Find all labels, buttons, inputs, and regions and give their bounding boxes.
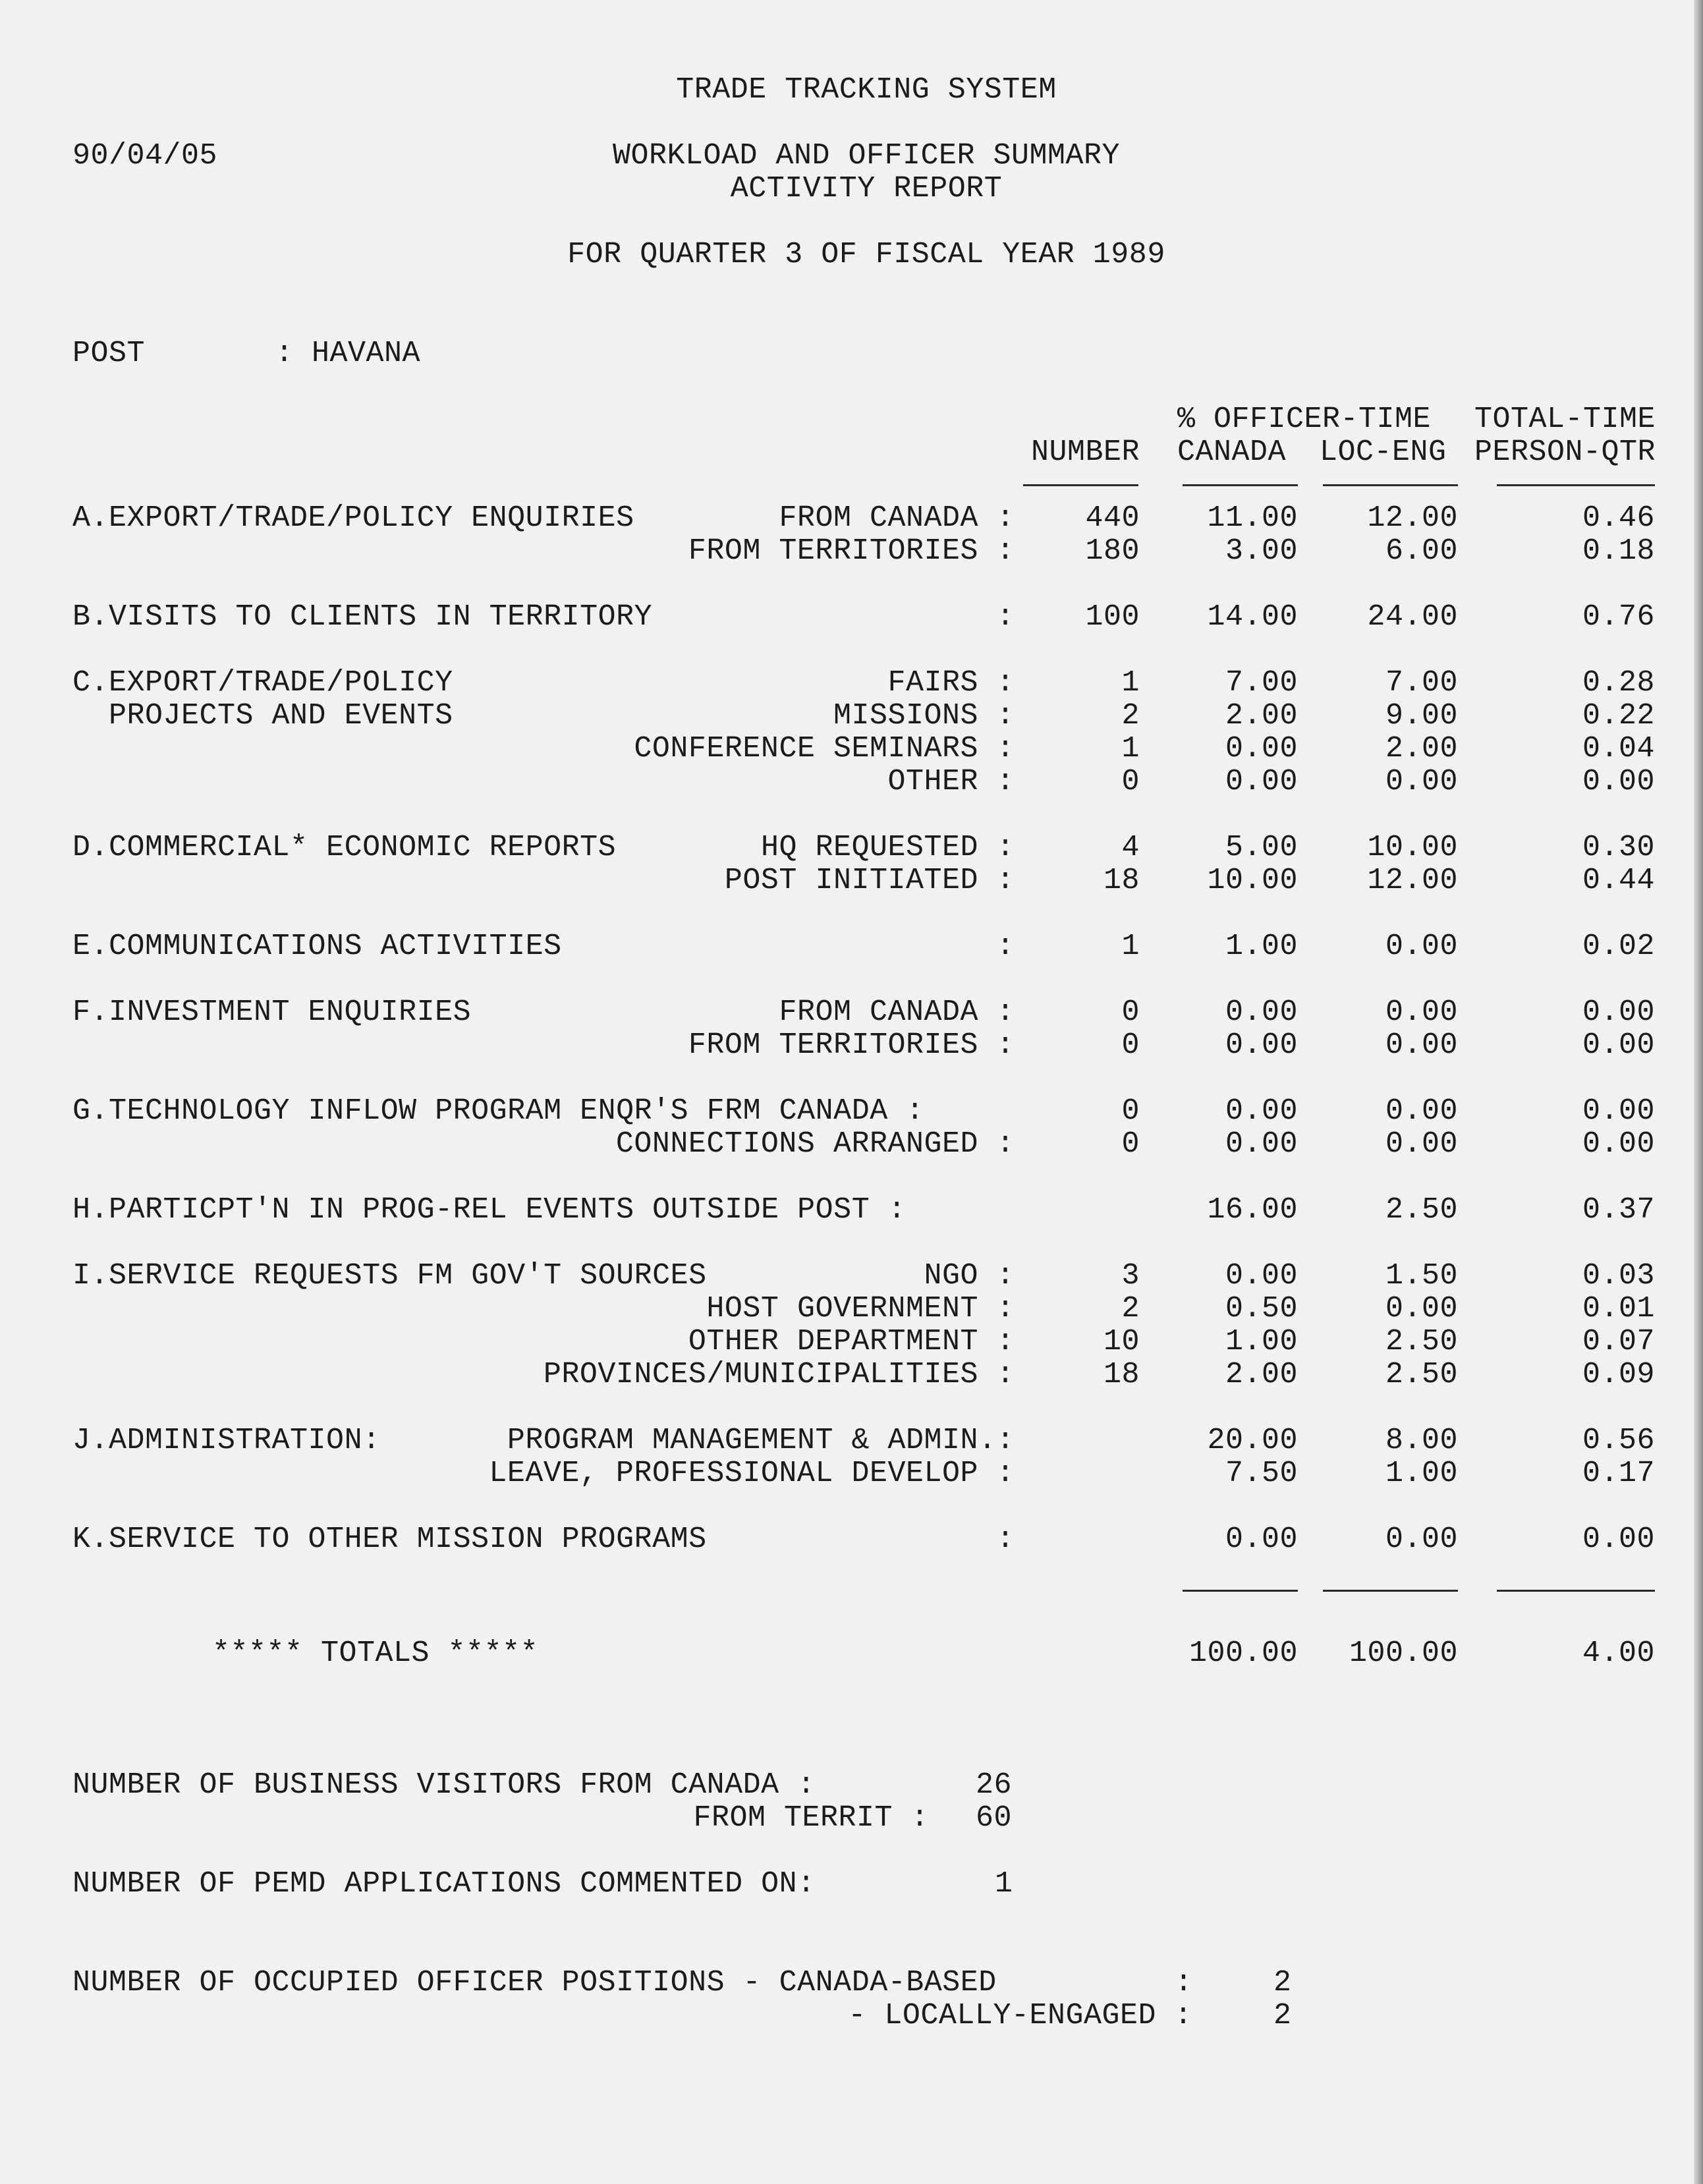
row-loc-eng-pct: 2.50: [1385, 1325, 1458, 1358]
row-canada-pct: 10.00: [1207, 864, 1298, 897]
row-canada-pct: 0.00: [1225, 1259, 1298, 1293]
row-loc-eng-pct: 12.00: [1367, 864, 1458, 897]
row-person-qtr: 0.04: [1582, 732, 1655, 766]
row-canada-pct: 2.00: [1225, 699, 1298, 733]
row-sublabel: MISSIONS :: [833, 699, 1015, 733]
row-loc-eng-pct: 6.00: [1385, 534, 1458, 568]
row-label: F.INVESTMENT ENQUIRIES: [72, 995, 472, 1029]
post-label: POST: [72, 337, 146, 370]
row-sublabel: :: [996, 930, 1015, 963]
row-sublabel: LEAVE, PROFESSIONAL DEVELOP :: [489, 1457, 1015, 1490]
row-loc-eng-pct: 9.00: [1385, 699, 1458, 733]
row-person-qtr: 0.22: [1582, 699, 1655, 733]
row-number: 3: [1121, 1259, 1140, 1293]
row-number: 18: [1103, 864, 1140, 897]
row-person-qtr: 0.37: [1582, 1193, 1655, 1227]
row-loc-eng-pct: 2.50: [1385, 1193, 1458, 1227]
row-person-qtr: 0.00: [1582, 1094, 1655, 1128]
row-canada-pct: 2.00: [1225, 1358, 1298, 1391]
row-number: 1: [1121, 930, 1140, 963]
occupied-positions-local-label: - LOCALLY-ENGAGED :: [848, 1999, 1192, 2032]
row-label: D.COMMERCIAL* ECONOMIC REPORTS: [72, 831, 617, 864]
totals-label: ***** TOTALS *****: [212, 1637, 539, 1670]
row-label: I.SERVICE REQUESTS FM GOV'T SOURCES: [72, 1259, 707, 1293]
row-loc-eng-pct: 7.00: [1385, 666, 1458, 700]
row-label: PROJECTS AND EVENTS: [72, 699, 453, 733]
row-sublabel: FROM CANADA :: [779, 501, 1015, 535]
row-canada-pct: 0.00: [1225, 1127, 1298, 1161]
row-loc-eng-pct: 0.00: [1385, 995, 1458, 1029]
row-sublabel: HQ REQUESTED :: [760, 831, 1015, 864]
row-canada-pct: 1.00: [1225, 1325, 1298, 1358]
loc-eng-column-header: LOC-ENG: [1320, 435, 1447, 469]
row-label: K.SERVICE TO OTHER MISSION PROGRAMS: [72, 1523, 707, 1556]
row-canada-pct: 0.00: [1225, 995, 1298, 1029]
row-canada-pct: 7.50: [1225, 1457, 1298, 1490]
row-sublabel: OTHER DEPARTMENT :: [688, 1325, 1015, 1358]
occupied-positions-canada-value: 2: [1273, 1966, 1292, 2000]
row-person-qtr: 0.00: [1582, 1523, 1655, 1556]
canada-column-header: CANADA: [1177, 435, 1287, 469]
business-visitors-territ-label: FROM TERRIT :: [693, 1801, 929, 1835]
row-number: 18: [1103, 1358, 1140, 1391]
person-qtr-header-rule: [1497, 484, 1655, 486]
row-loc-eng-pct: 0.00: [1385, 1523, 1458, 1556]
row-loc-eng-pct: 8.00: [1385, 1424, 1458, 1457]
person-qtr-total-rule: [1497, 1590, 1655, 1592]
row-number: 1: [1121, 666, 1140, 700]
row-person-qtr: 0.00: [1582, 1028, 1655, 1062]
row-loc-eng-pct: 1.50: [1385, 1259, 1458, 1293]
row-loc-eng-pct: 0.00: [1385, 1292, 1458, 1326]
row-person-qtr: 0.46: [1582, 501, 1655, 535]
row-canada-pct: 0.00: [1225, 1523, 1298, 1556]
report-title: WORKLOAD AND OFFICER SUMMARY: [612, 139, 1121, 173]
row-number: 2: [1121, 1292, 1140, 1326]
row-label: B.VISITS TO CLIENTS IN TERRITORY: [72, 600, 653, 634]
row-number: 10: [1103, 1325, 1140, 1358]
row-number: 0: [1121, 995, 1140, 1029]
row-canada-pct: 0.00: [1225, 765, 1298, 798]
occupied-positions-label: NUMBER OF OCCUPIED OFFICER POSITIONS - CANADA-BASED: [72, 1966, 997, 2000]
row-number: 0: [1121, 1127, 1140, 1161]
row-canada-pct: 0.50: [1225, 1292, 1298, 1326]
person-qtr-column-header: PERSON-QTR: [1474, 435, 1656, 469]
row-person-qtr: 0.76: [1582, 600, 1655, 634]
row-person-qtr: 0.17: [1582, 1457, 1655, 1490]
row-sublabel: FROM TERRITORIES :: [688, 1028, 1015, 1062]
row-canada-pct: 1.00: [1225, 930, 1298, 963]
row-loc-eng-pct: 0.00: [1385, 1127, 1458, 1161]
row-number: 0: [1121, 765, 1140, 798]
row-loc-eng-pct: 0.00: [1385, 930, 1458, 963]
row-canada-pct: 7.00: [1225, 666, 1298, 700]
row-person-qtr: 0.44: [1582, 864, 1655, 897]
row-person-qtr: 0.07: [1582, 1325, 1655, 1358]
row-sublabel: PROGRAM MANAGEMENT & ADMIN.:: [507, 1424, 1015, 1457]
row-label: J.ADMINISTRATION:: [72, 1424, 381, 1457]
row-loc-eng-pct: 1.00: [1385, 1457, 1458, 1490]
row-label: G.TECHNOLOGY INFLOW PROGRAM ENQR'S FRM CANADA :: [72, 1094, 924, 1128]
totals-person-qtr: 4.00: [1582, 1637, 1655, 1670]
row-canada-pct: 0.00: [1225, 1094, 1298, 1128]
row-sublabel: PROVINCES/MUNICIPALITIES :: [543, 1358, 1015, 1391]
row-loc-eng-pct: 2.00: [1385, 732, 1458, 766]
system-title: TRADE TRACKING SYSTEM: [676, 73, 1057, 107]
row-number: 440: [1085, 501, 1140, 535]
row-number: 0: [1121, 1094, 1140, 1128]
row-sublabel: :: [996, 1523, 1015, 1556]
business-visitors-label: NUMBER OF BUSINESS VISITORS FROM CANADA :: [72, 1768, 816, 1802]
row-sublabel: HOST GOVERNMENT :: [706, 1292, 1015, 1326]
pemd-applications-value: 1: [995, 1867, 1013, 1901]
row-canada-pct: 20.00: [1207, 1424, 1298, 1457]
row-sublabel: NGO :: [924, 1259, 1015, 1293]
row-number: 1: [1121, 732, 1140, 766]
row-loc-eng-pct: 0.00: [1385, 765, 1458, 798]
loc-eng-header-rule: [1323, 484, 1458, 486]
row-sublabel: :: [996, 600, 1015, 634]
row-canada-pct: 3.00: [1225, 534, 1298, 568]
row-person-qtr: 0.00: [1582, 1127, 1655, 1161]
row-sublabel: FROM CANADA :: [779, 995, 1015, 1029]
totals-canada: 100.00: [1188, 1637, 1298, 1670]
row-canada-pct: 14.00: [1207, 600, 1298, 634]
row-number: 0: [1121, 1028, 1140, 1062]
row-label: A.EXPORT/TRADE/POLICY ENQUIRIES: [72, 501, 634, 535]
pemd-applications-label: NUMBER OF PEMD APPLICATIONS COMMENTED ON:: [72, 1867, 816, 1901]
report-period: FOR QUARTER 3 OF FISCAL YEAR 1989: [567, 238, 1165, 271]
row-sublabel: CONNECTIONS ARRANGED :: [615, 1127, 1015, 1161]
row-sublabel: OTHER :: [887, 765, 1015, 798]
row-loc-eng-pct: 10.00: [1367, 831, 1458, 864]
row-loc-eng-pct: 24.00: [1367, 600, 1458, 634]
row-sublabel: FAIRS :: [887, 666, 1015, 700]
row-label: H.PARTICPT'N IN PROG-REL EVENTS OUTSIDE POST :: [72, 1193, 907, 1227]
row-person-qtr: 0.02: [1582, 930, 1655, 963]
row-person-qtr: 0.56: [1582, 1424, 1655, 1457]
occupied-positions-local-value: 2: [1273, 1999, 1292, 2032]
report-date: 90/04/05: [72, 139, 218, 173]
loc-eng-total-rule: [1323, 1590, 1458, 1592]
row-person-qtr: 0.01: [1582, 1292, 1655, 1326]
row-number: 100: [1085, 600, 1140, 634]
row-number: 2: [1121, 699, 1140, 733]
row-canada-pct: 11.00: [1207, 501, 1298, 535]
page-edge-shadow: [1694, 0, 1703, 2184]
row-label: C.EXPORT/TRADE/POLICY: [72, 666, 453, 700]
total-time-header: TOTAL-TIME: [1474, 403, 1656, 436]
report-subtitle: ACTIVITY REPORT: [730, 172, 1003, 206]
row-canada-pct: 0.00: [1225, 1028, 1298, 1062]
row-label: E.COMMUNICATIONS ACTIVITIES: [72, 930, 562, 963]
row-person-qtr: 0.28: [1582, 666, 1655, 700]
row-sublabel: POST INITIATED :: [724, 864, 1015, 897]
row-person-qtr: 0.00: [1582, 765, 1655, 798]
row-canada-pct: 5.00: [1225, 831, 1298, 864]
row-person-qtr: 0.00: [1582, 995, 1655, 1029]
row-loc-eng-pct: 0.00: [1385, 1028, 1458, 1062]
pct-officer-time-header: % OFFICER-TIME: [1177, 403, 1432, 436]
business-visitors-canada-value: 26: [976, 1768, 1013, 1802]
row-sublabel: CONFERENCE SEMINARS :: [634, 732, 1015, 766]
post-value: : HAVANA: [275, 337, 421, 370]
row-loc-eng-pct: 12.00: [1367, 501, 1458, 535]
number-header-rule: [1023, 484, 1138, 486]
occupied-positions-canada-colon: :: [1175, 1966, 1193, 2000]
row-loc-eng-pct: 0.00: [1385, 1094, 1458, 1128]
row-number: 180: [1085, 534, 1140, 568]
row-person-qtr: 0.03: [1582, 1259, 1655, 1293]
row-canada-pct: 0.00: [1225, 732, 1298, 766]
number-column-header: NUMBER: [1030, 435, 1140, 469]
canada-total-rule: [1183, 1590, 1298, 1592]
business-visitors-territ-value: 60: [976, 1801, 1013, 1835]
totals-loc-eng: 100.00: [1349, 1637, 1458, 1670]
row-person-qtr: 0.18: [1582, 534, 1655, 568]
row-person-qtr: 0.09: [1582, 1358, 1655, 1391]
row-sublabel: FROM TERRITORIES :: [688, 534, 1015, 568]
canada-header-rule: [1183, 484, 1298, 486]
row-canada-pct: 16.00: [1207, 1193, 1298, 1227]
row-number: 4: [1121, 831, 1140, 864]
row-person-qtr: 0.30: [1582, 831, 1655, 864]
row-loc-eng-pct: 2.50: [1385, 1358, 1458, 1391]
